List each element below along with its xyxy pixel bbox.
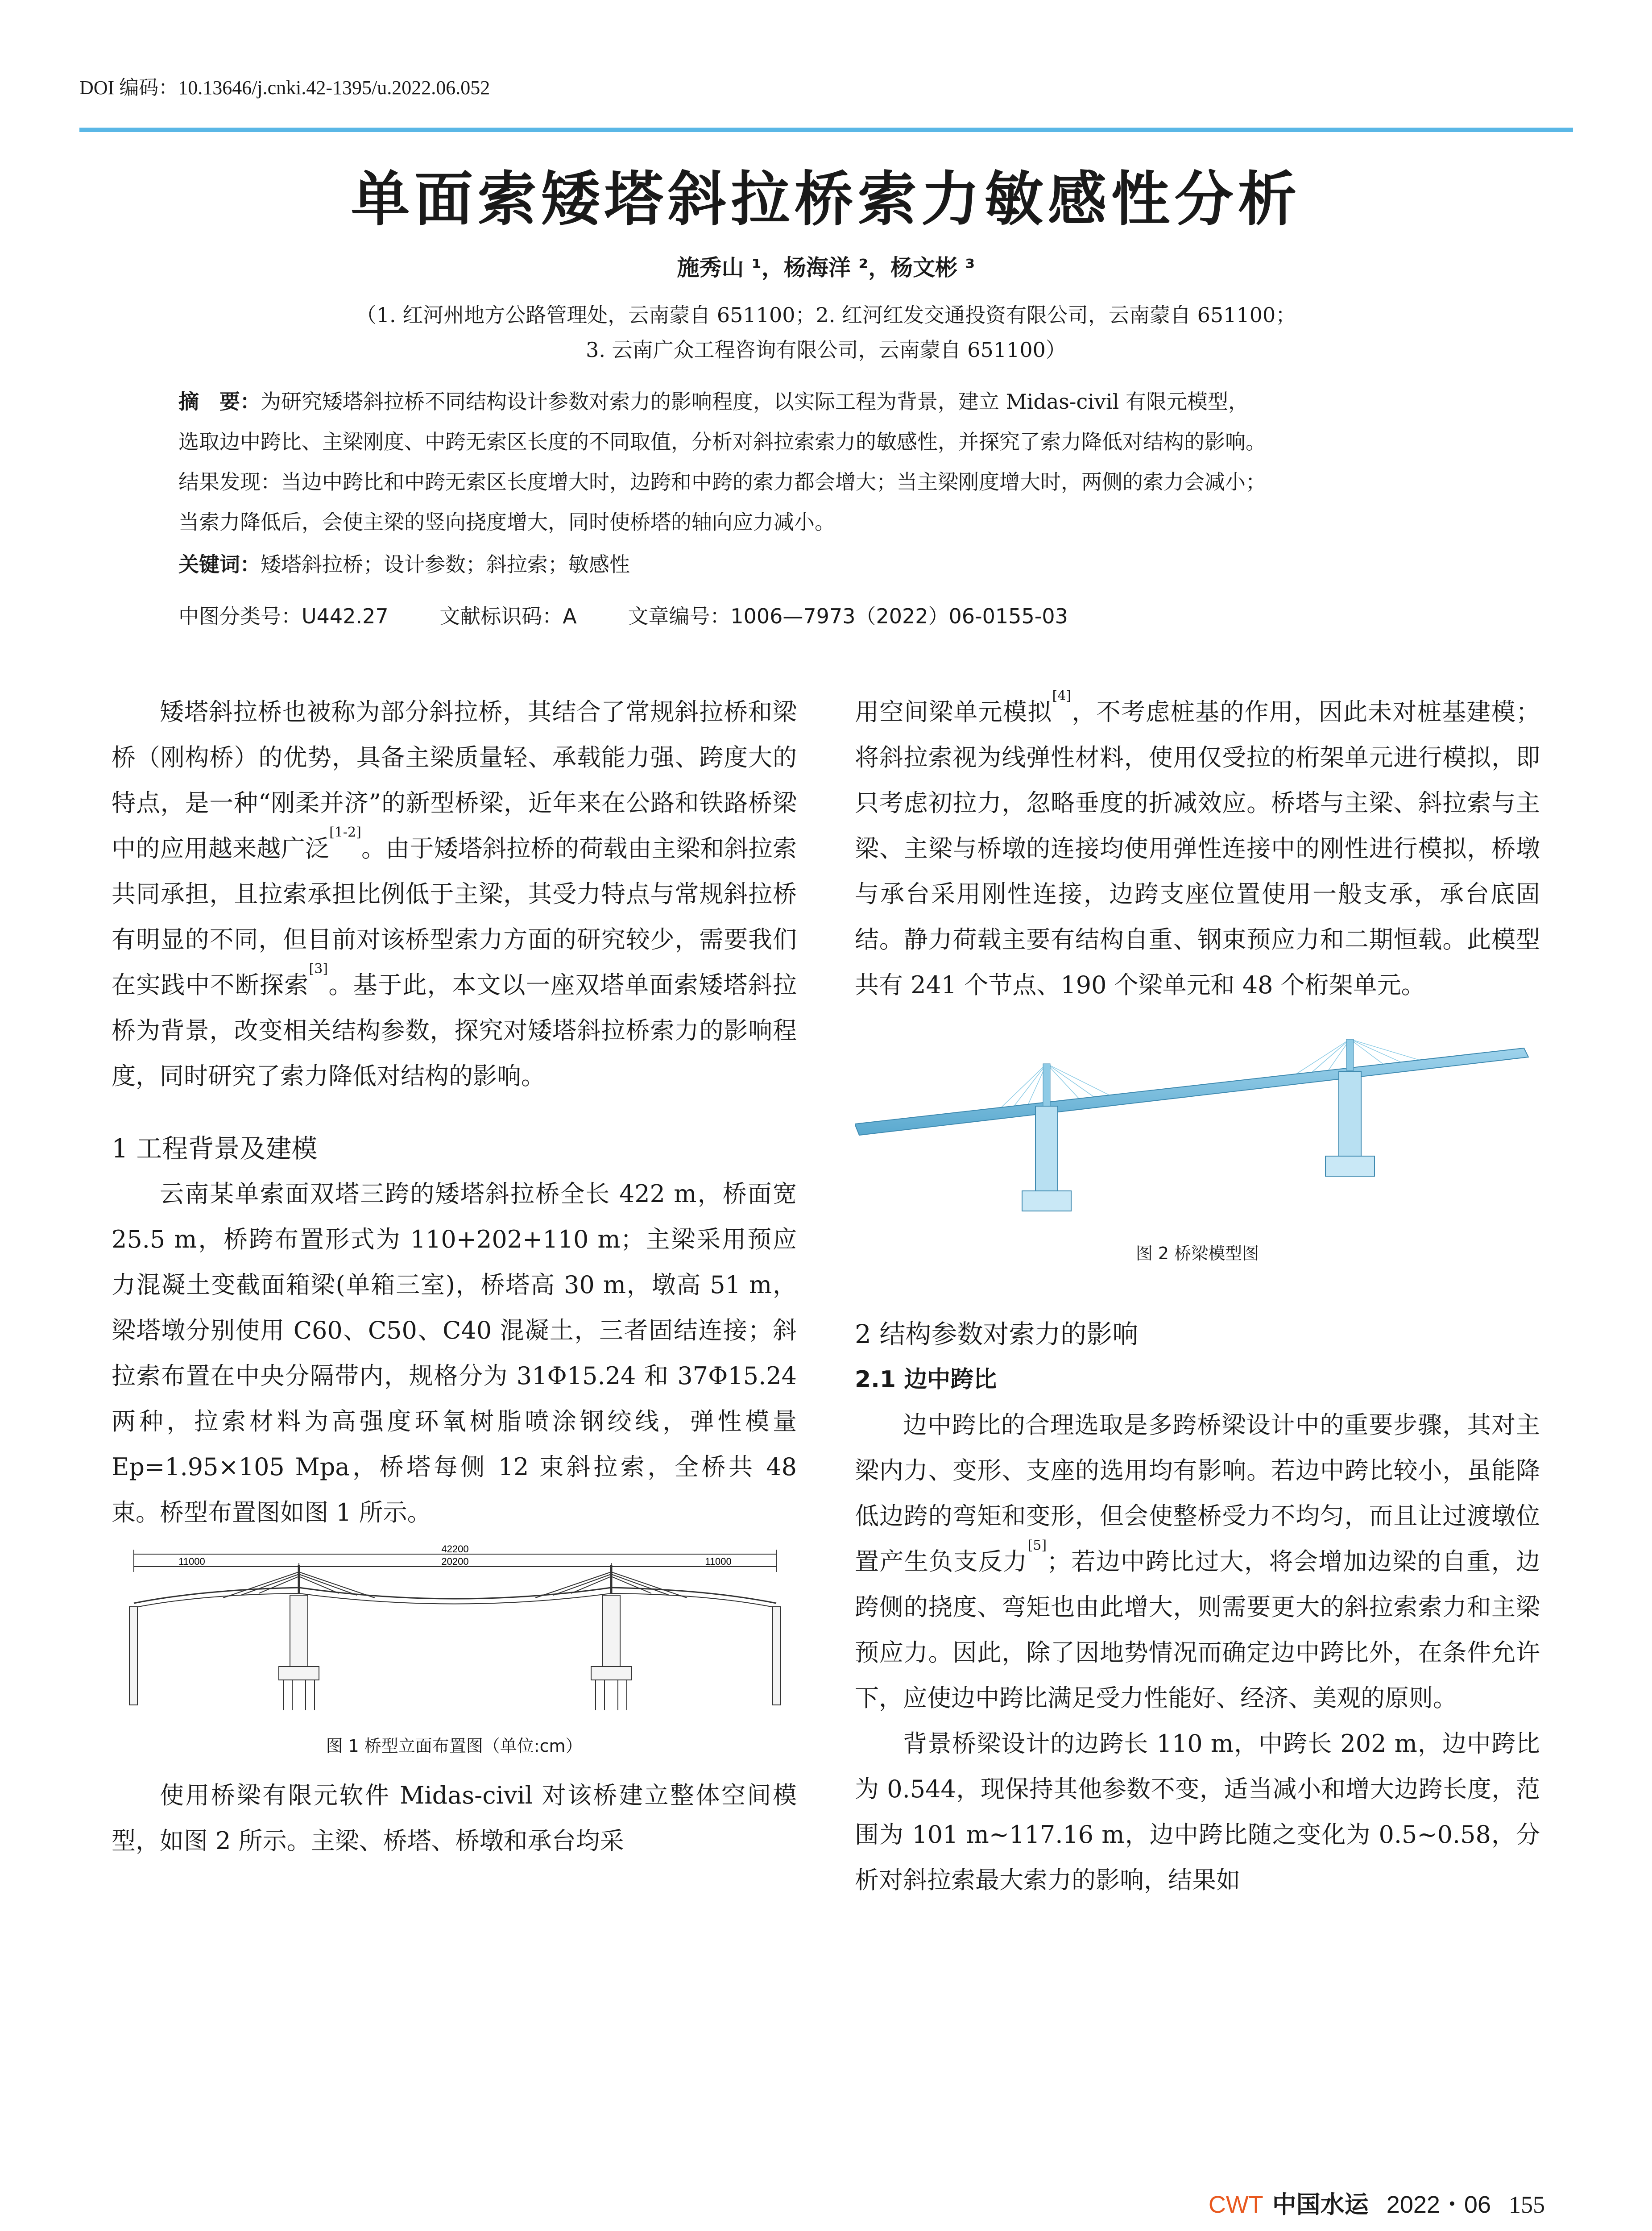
footer-brand: CWT — [1208, 2191, 1263, 2218]
modeling-paragraph-cont: 用空间梁单元模拟[4]，不考虑桩基的作用，因此未对桩基建模；将斜拉索视为线弹性材料，使用仅受拉的桁架单元进行模拟，即只考虑初拉力，忽略垂度的折减效应。桥塔与主梁、斜拉索与主梁、主梁与桥墩的连接均使用弹性连接中的刚性进行模拟，桥墩与承台采用刚性连接，边跨支座位置使用一般支承，承台底固结。静力荷载主要有结构自重、钢束预应力和二期恒载。此模型共有 241 个节点、190 个梁单元和 48 个桁架单元。 — [855, 688, 1540, 999]
section-2-1-paragraph-1: 边中跨比的合理选取是多跨桥梁设计中的重要步骤，其对主梁内力、变形、支座的选用均有影响。若边中跨比较小，虽能降低边跨的弯矩和变形，但会使整桥受力不均匀，而且让过渡墩位置产生负支反力[5]；若边中跨比过大，将会增加边梁的自重，边跨侧的挠度、弯矩也由此增大，则需要更大的斜拉索索力和主梁预应力。因此，除了因地势情况而确定边中跨比外，在条件允许下，应使边中跨比满足受力性能好、经济、美观的原则。 — [855, 1411, 1540, 1712]
section-1-heading: 1 工程背景及建模 — [112, 1133, 318, 1164]
abstract-label: 摘 要： — [178, 390, 261, 414]
section-2-1-paragraph-2: 背景桥梁设计的边跨长 110 m，中跨长 202 m，边中跨比为 0.544，现保持其他参数不变，适当减小和增大边跨长度，范围为 101 m~117.16 m，边中跨比随之变化为 0.5~0.58，分析对斜拉索最大索力的影响，结果如 — [855, 1729, 1540, 1894]
doi-line: DOI 编码：10.13646/j.cnki.42-1395/u.2022.06.052 — [79, 77, 490, 99]
abstract-text-1: 为研究矮塔斜拉桥不同结构设计参数对索力的影响程度，以实际工程为背景，建立 Midas-civil 有限元模型， — [261, 390, 1249, 414]
abstract-line-4: 当索力降低后，会使主梁的竖向挠度增大，同时使桥塔的轴向应力减小。 — [178, 510, 835, 534]
affiliation-line-2: 3. 云南广众工程咨询有限公司，云南蒙自 651100） — [586, 338, 1066, 362]
section-2-1-heading: 2.1 边中跨比 — [855, 1366, 997, 1393]
page-footer — [1209, 2185, 1545, 2220]
paper-title: 单面索矮塔斜拉桥索力敏感性分析 — [351, 165, 1301, 234]
figure-1-caption: 图 1 桥型立面布置图（单位:cm） — [326, 1736, 583, 1756]
keywords-text: 矮塔斜拉桥；设计参数；斜拉索；敏感性 — [261, 552, 630, 576]
dim-right-span: 11000 — [705, 1556, 732, 1567]
figure-2 — [855, 1030, 1540, 1218]
dim-left-span: 11000 — [178, 1556, 205, 1567]
citation: [1-2] — [329, 825, 361, 840]
clc-number: 中图分类号：U442.27 — [178, 604, 389, 628]
document-code: 文献标识码：A — [439, 604, 577, 628]
modeling-paragraph: 使用桥梁有限元软件 Midas-civil 对该桥建立整体空间模型，如图 2 所示。主梁、桥塔、桥墩和承台均采 — [112, 1781, 797, 1855]
header-rule — [79, 128, 1573, 132]
dim-mid-span: 20200 — [441, 1556, 469, 1567]
bridge-model-render — [855, 1030, 1540, 1218]
affiliation-line-1: （1. 红河州地方公路管理处，云南蒙自 651100；2. 红河红发交通投资有限公司，云南蒙自 651100； — [356, 303, 1296, 327]
abstract-line-1 — [178, 382, 1472, 422]
figure-2-caption: 图 2 桥梁模型图 — [1135, 1244, 1259, 1263]
abstract-line-2: 选取边中跨比、主梁刚度、中跨无索区长度的不同取值，分析对斜拉索索力的敏感性，并探究了索力降低对结构的影响。 — [178, 430, 1266, 454]
footer-issue: 2022・06 — [1386, 2191, 1491, 2218]
authors: 施秀山 ¹，杨海洋 ²，杨文彬 ³ — [677, 255, 975, 281]
citation: [3] — [309, 961, 328, 977]
dim-total: 42200 — [441, 1545, 469, 1555]
left-column — [112, 689, 797, 1864]
abstract-line-3: 结果发现：当边中跨比和中跨无索区长度增大时，边跨和中跨的索力都会增大；当主梁刚度增大时，两侧的索力会减小； — [178, 470, 1266, 494]
section-1-paragraph: 云南某单索面双塔三跨的矮塔斜拉桥全长 422 m，桥面宽 25.5 m，桥跨布置形式为 110+202+110 m；主梁采用预应力混凝土变截面箱梁(单箱三室)，桥塔高 30 m，墩高 51 m，梁塔墩分别使用 C60、C50、C40 混凝土，三者固结连接；斜拉索布置在中央分隔带内，规格分为 31Φ15.24 和 37Φ15.24 两种，拉索材料为高强度环氧树脂喷涂钢绞线，弹性模量 Ep=1.95×105 Mpa，桥塔每侧 12 束斜拉索，全桥共 48 束。桥型布置图如图 1 所示。 — [112, 1180, 797, 1526]
right-column — [855, 689, 1540, 1903]
intro-paragraph: 矮塔斜拉桥也被称为部分斜拉桥，其结合了常规斜拉桥和梁桥（刚构桥）的优势，具备主梁质量轻、承载能力强、跨度大的特点，是一种“刚柔并济”的新型桥梁，近年来在公路和铁路桥梁中的应用越来越广泛[1-2]。由于矮塔斜拉桥的荷载由主梁和斜拉索共同承担，且拉索承担比例低于主梁，其受力特点与常规斜拉桥有明显的不同，但目前对该桥型索力方面的研究较少，需要我们在实践中不断探索[3]。基于此，本文以一座双塔单面索矮塔斜拉桥为背景，改变相关结构参数，探究对矮塔斜拉桥索力的影响程度，同时研究了索力降低对结构的影响。 — [112, 698, 797, 1090]
classification-meta — [178, 600, 1113, 630]
figure-1 — [112, 1545, 797, 1715]
citation: [5] — [1027, 1538, 1047, 1553]
keywords-label: 关键词： — [178, 552, 261, 576]
footer-journal: 中国水运 — [1272, 2190, 1369, 2219]
article-number: 文章编号：1006—7973（2022）06-0155-03 — [628, 604, 1068, 628]
bridge-elevation-drawing — [112, 1545, 797, 1715]
keywords — [178, 544, 1472, 585]
citation: [4] — [1052, 688, 1072, 704]
page-number: 155 — [1509, 2191, 1545, 2218]
section-2-heading: 2 结构参数对索力的影响 — [855, 1319, 1139, 1349]
